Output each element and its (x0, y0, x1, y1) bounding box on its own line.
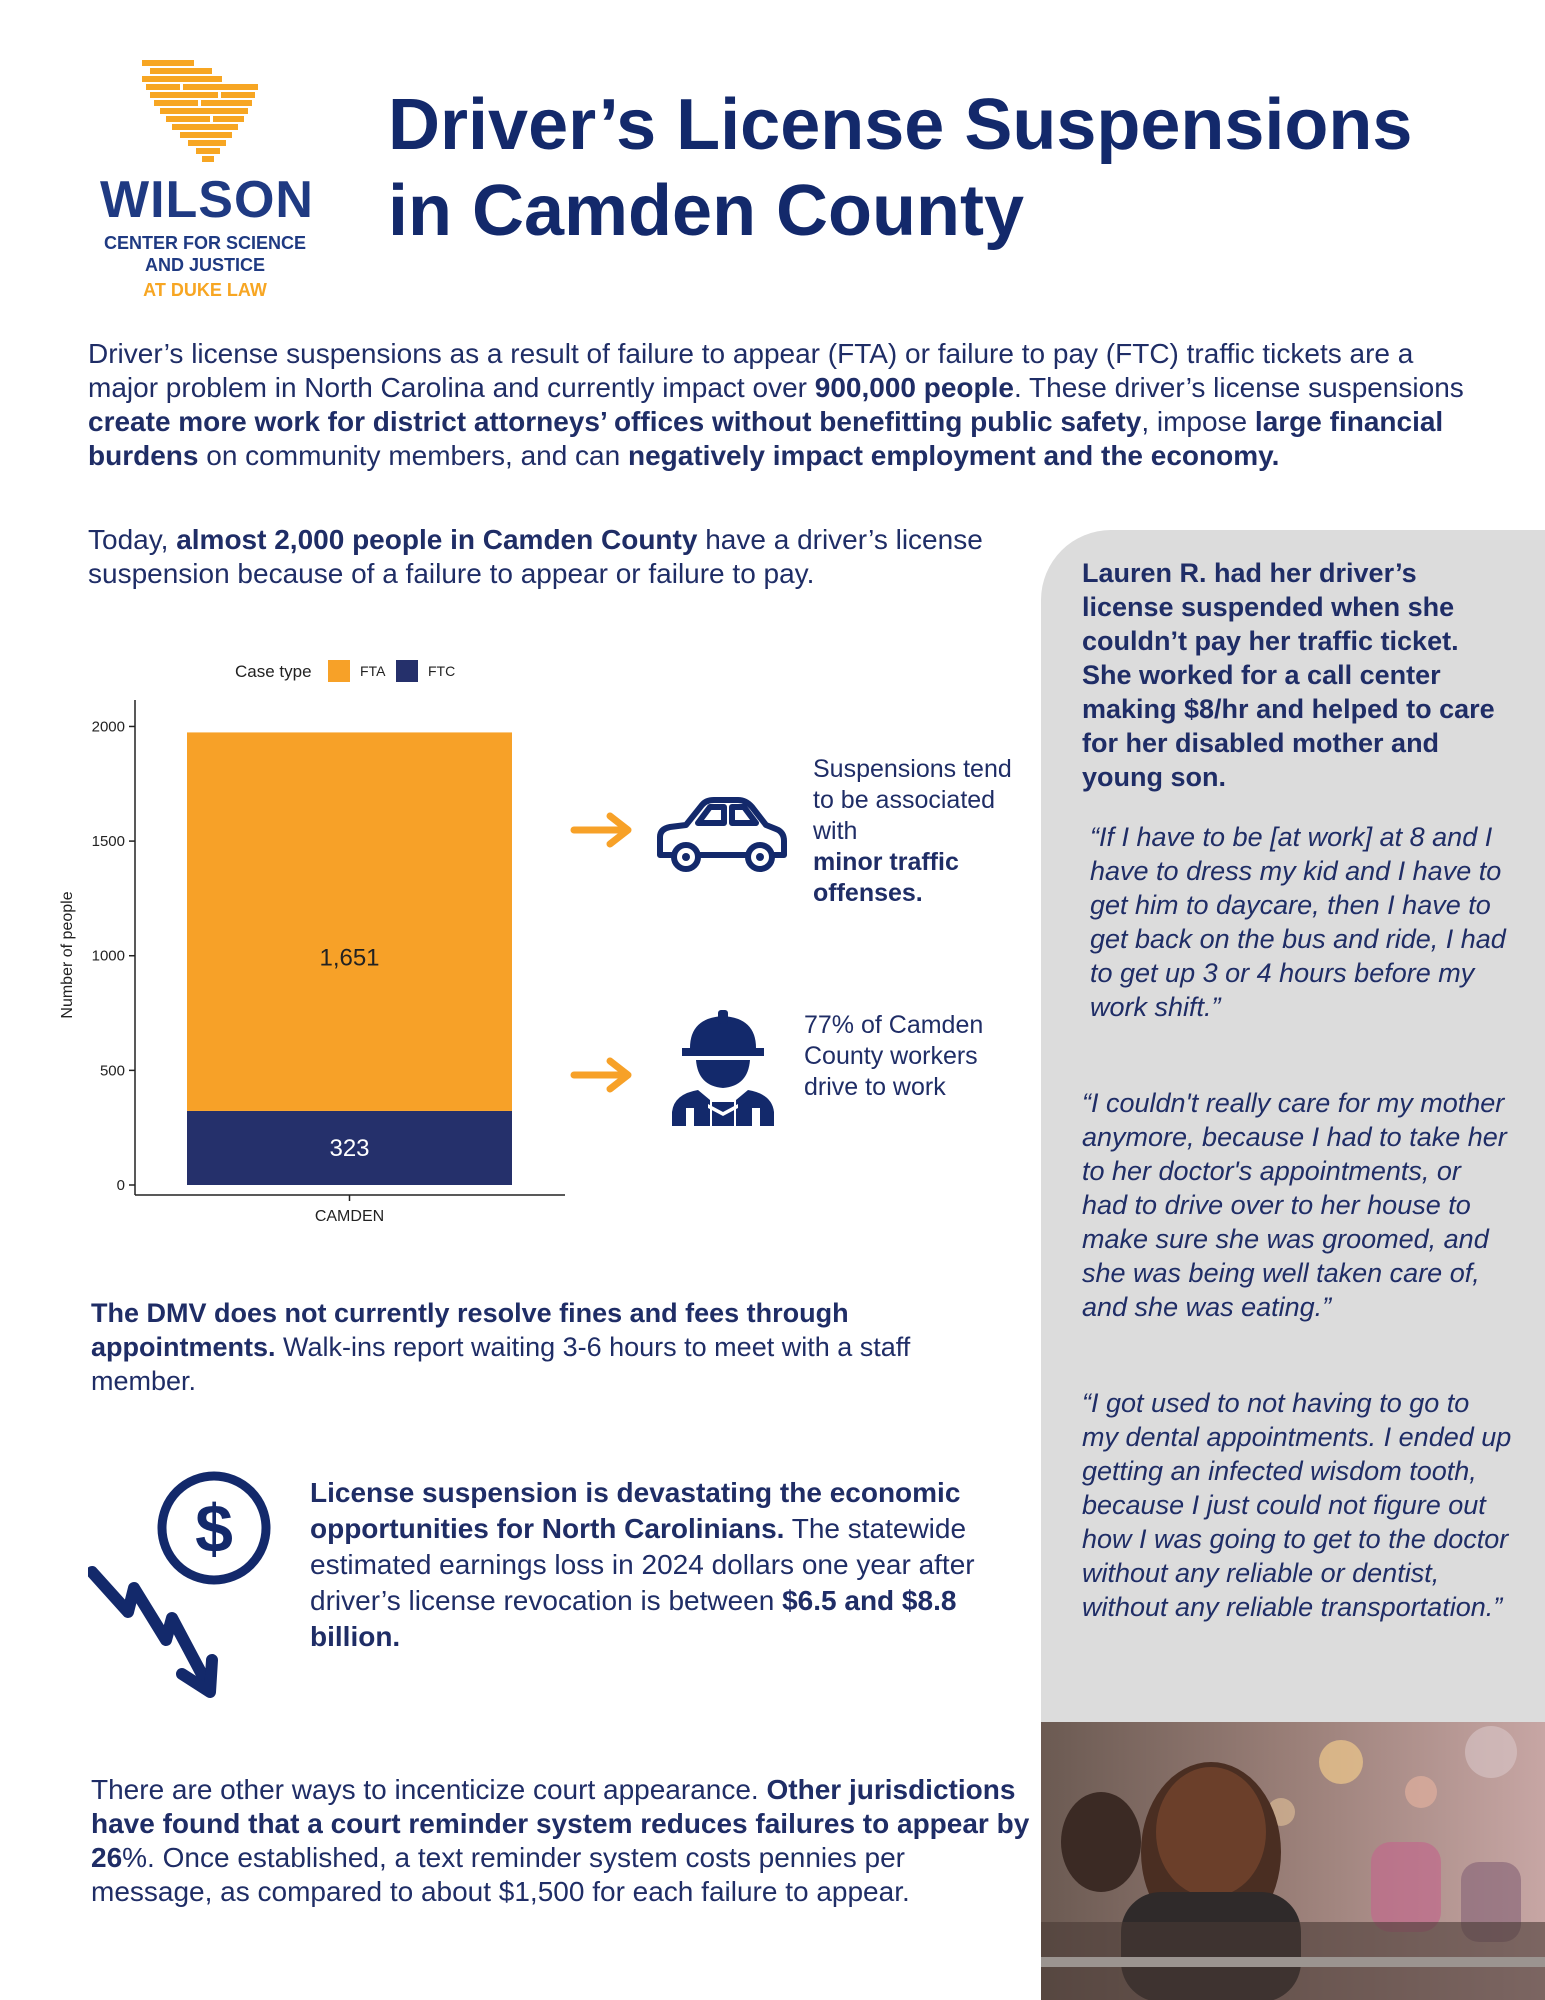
construction-worker-icon (668, 1008, 778, 1128)
wilson-logo-mark (140, 58, 270, 178)
legend-swatch (396, 660, 418, 682)
intro-paragraph (88, 337, 1488, 473)
logo-tagline: AT DUKE LAW (143, 280, 267, 300)
econ-bold: License suspension is devastating the economic opportunities for North Carolinians. (310, 1477, 961, 1544)
legend-label: FTA (360, 663, 386, 679)
logo-subtitle (96, 232, 314, 276)
x-tick-label: CAMDEN (314, 1208, 385, 1225)
chart-x-axis (135, 1195, 565, 1225)
econ-text: The statewide estimated earnings loss in 2024 dollars one year after driver’s license revocation is between (310, 1513, 975, 1616)
bar-data-label: 1,651 (319, 944, 380, 972)
intro-bold: large financial burdens (88, 406, 1444, 471)
today-paragraph (88, 523, 1008, 591)
testimonial-lead: Lauren R. had her driver’s license suspended when she couldn’t pay her traffic ticket. She worked for a call center making $8/hr and helped to care for her disabled mother and young son. (1082, 558, 1495, 792)
car-note (813, 754, 1033, 909)
logo-name: WILSON (100, 171, 314, 229)
y-tick-label: 1000 (91, 947, 125, 965)
dmv-bold: The DMV does not currently resolve fines and fees through appointments. (91, 1298, 849, 1362)
y-tick-label: 2000 (91, 718, 125, 736)
bus-passenger-photo (1041, 1722, 1545, 2000)
other-text: There are other ways to incenticize court appearance. (91, 1774, 767, 1805)
intro-bold: negatively impact employment and the economy. (627, 440, 1280, 471)
intro-text: on community members, and can (198, 440, 628, 471)
y-axis-label: Number of people (59, 891, 76, 1019)
downtrend-arrow-icon (92, 1572, 206, 1682)
other-bold: Other jurisdictions have found that a court reminder system reduces failures to appear by 26 (91, 1774, 1030, 1873)
y-tick-label: 500 (99, 1062, 125, 1080)
dmv-paragraph (91, 1296, 961, 1398)
chart-y-axis (59, 700, 135, 1195)
other-text: %. Once established, a text reminder system costs pennies per message, as compared to about $1,500 for each failure to appear. (91, 1842, 910, 1907)
court-reminder-paragraph (91, 1773, 1031, 1909)
intro-text: , impose (1141, 406, 1255, 437)
car-icon (652, 795, 792, 875)
title-line: Driver’s License Suspensions (388, 85, 1413, 165)
arrow-right-icon (570, 1055, 640, 1095)
econ-bold: $6.5 and $8.8 billion. (310, 1585, 957, 1652)
bar-data-label: 323 (329, 1134, 370, 1162)
arrow-right-icon (570, 810, 640, 850)
economy-paragraph (310, 1475, 990, 1655)
today-text: have a driver’s license suspension because of a failure to appear or failure to pay. (88, 524, 983, 589)
dollar-downtrend-icon (88, 1470, 288, 1710)
y-tick-label: 1500 (91, 833, 125, 851)
intro-bold: create more work for district attorneys’ offices without benefitting public safety (88, 406, 1142, 437)
page-title (388, 82, 1468, 254)
intro-text: Driver’s license suspensions as a result of failure to appear (FTA) or failure to pay (FTC) traffic tickets are a major problem in North Carolina and currently impact over (88, 338, 1414, 403)
dollar-icon (162, 1476, 266, 1580)
y-tick-label: 0 (116, 1177, 125, 1194)
logo-subtitle-line: AND JUSTICE (144, 255, 265, 275)
legend-label: FTC (428, 663, 456, 679)
title-line: in Camden County (388, 171, 1025, 251)
suspensions-bar-chart (50, 650, 590, 1240)
svg-text:$: $ (195, 1491, 233, 1567)
today-text: Today, (88, 524, 177, 555)
testimonial-quote: “I got used to not having to go to my dental appointments. I ended up getting an infected wisdom tooth, because I just could not figure out how I was going to get to the doctor without any reliable or dentist, without any reliable transportation.” (1082, 1388, 1512, 1622)
testimonial-quote: “If I have to be [at work] at 8 and I have to dress my kid and I have to get him to daycare, then I have to get back on the bus and ride, I had to get up 3 or 4 hours before my work shift.” (1090, 822, 1506, 1022)
bar-segment-fta (187, 732, 512, 1111)
today-bold: almost 2,000 people in Camden County (176, 524, 698, 555)
logo-subtitle-line: CENTER FOR SCIENCE (103, 233, 307, 253)
chart-bars (187, 732, 512, 1185)
legend-title: Case type (235, 662, 312, 681)
dmv-text: Walk-ins report waiting 3-6 hours to meet with a staff member. (91, 1332, 911, 1396)
car-note-bold: minor traffic offenses. (813, 848, 959, 907)
car-note-text: Suspensions tend to be associated with (813, 755, 1012, 845)
legend-swatch (328, 660, 350, 682)
intro-bold: 900,000 people (814, 372, 1014, 403)
worker-note: 77% of Camden County workers drive to work (804, 1011, 984, 1101)
testimonial-quote: “I couldn't really care for my mother anymore, because I had to take her to her doctor's appointments, or had to drive over to her house to make sure she was groomed, and she was being well taken care of, and she was eating.” (1082, 1088, 1507, 1322)
intro-text: . These driver’s license suspensions (1013, 372, 1464, 403)
chart-legend (235, 660, 455, 682)
